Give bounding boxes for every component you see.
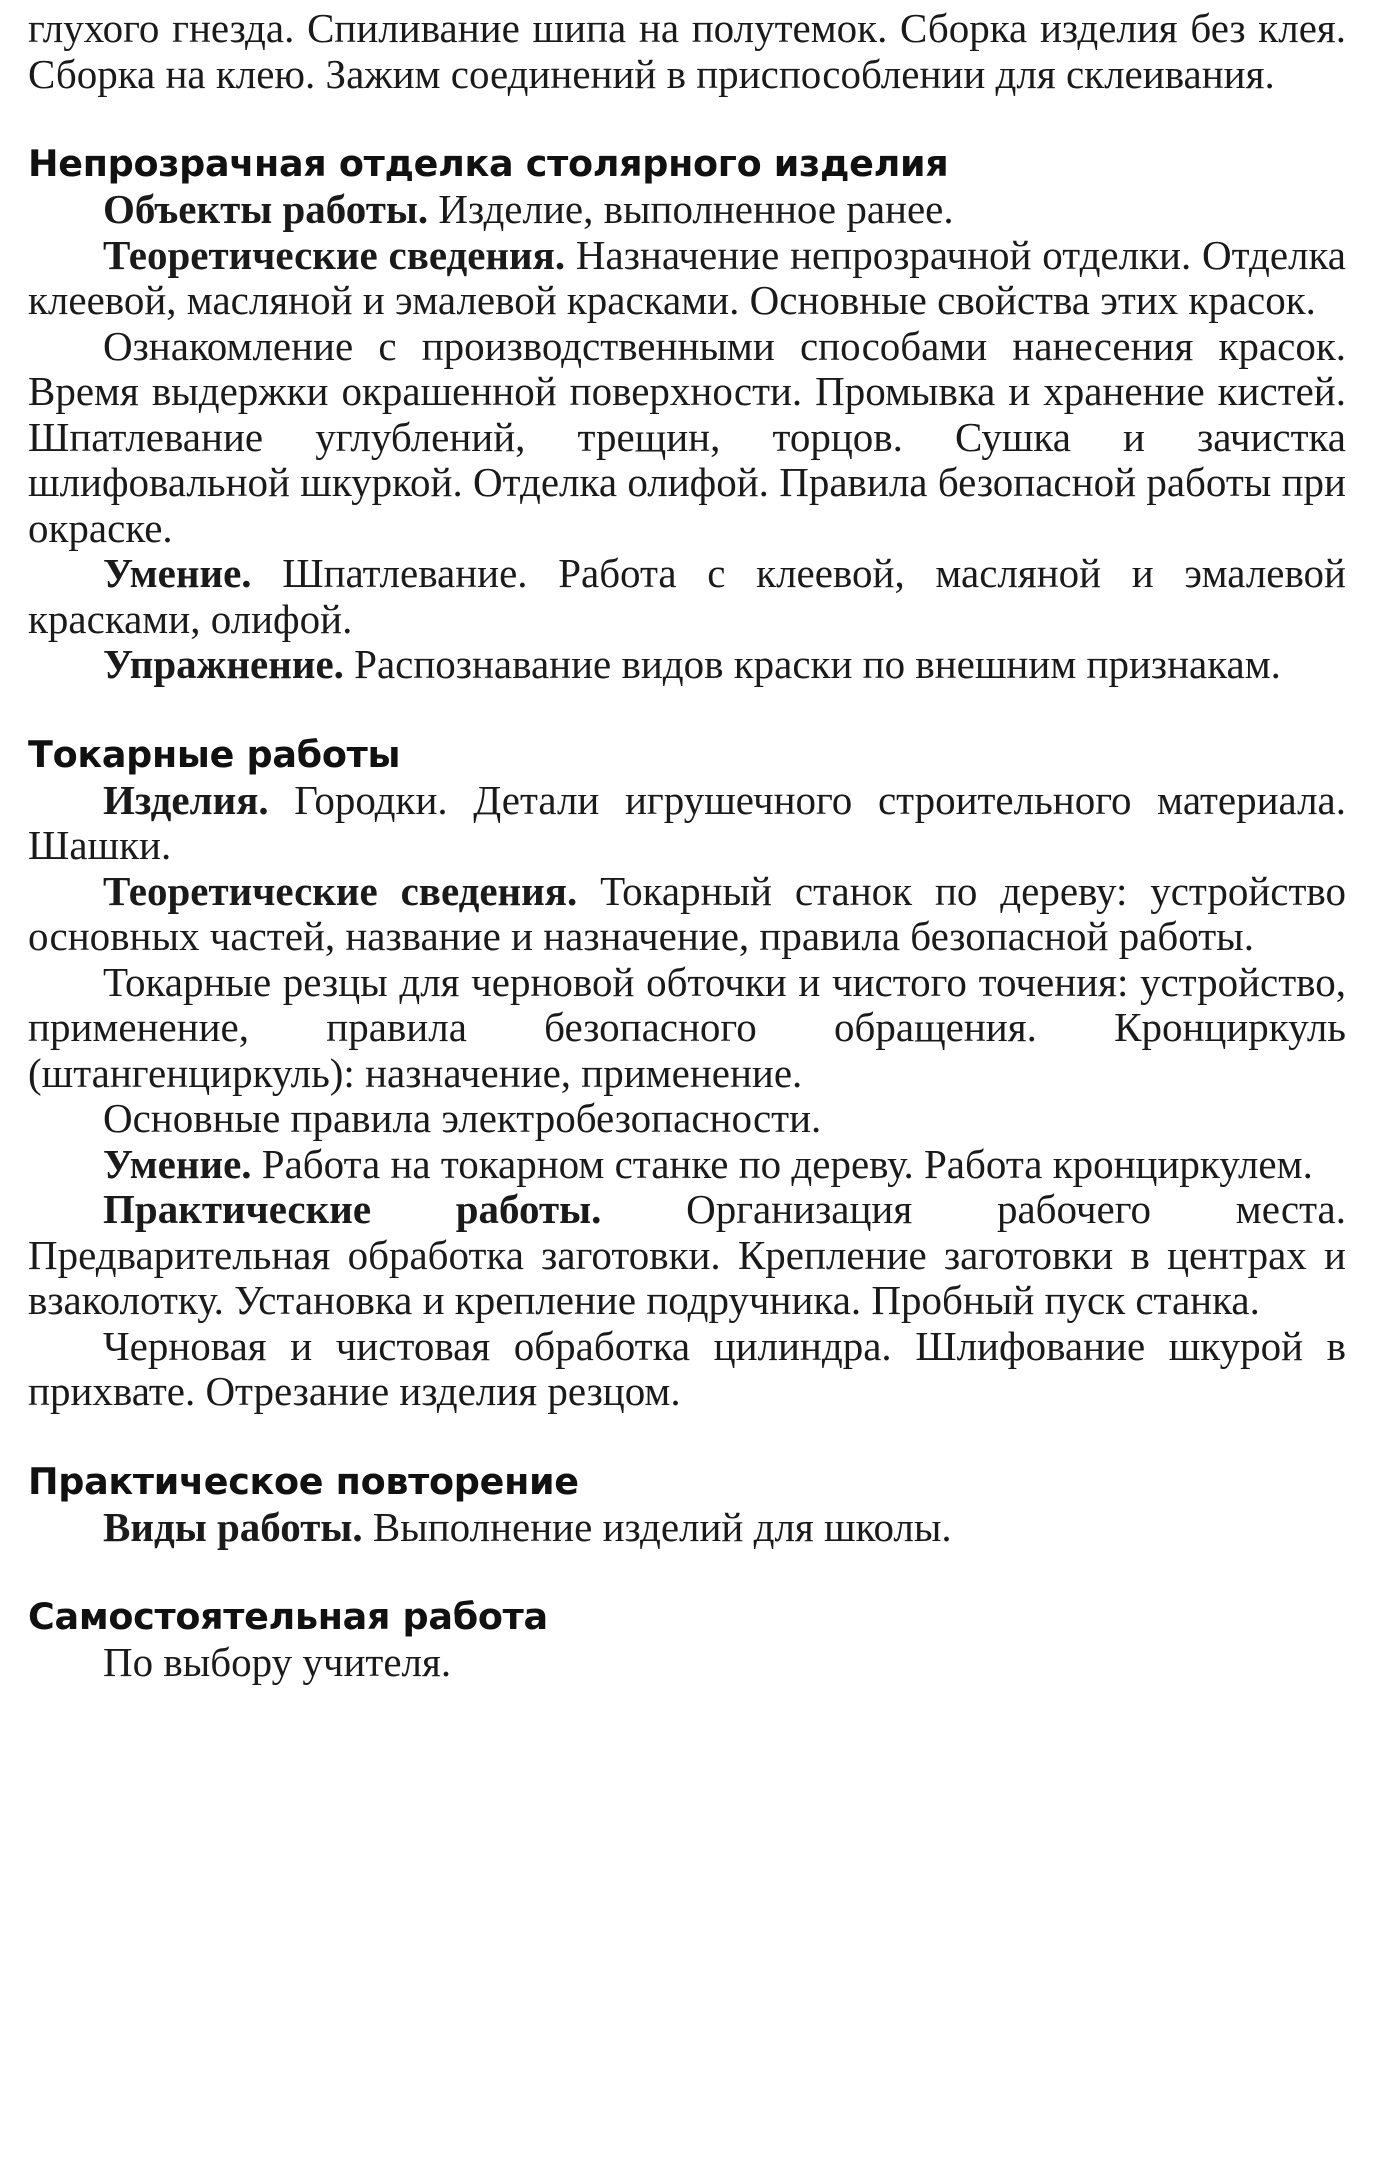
paragraph	[28, 869, 1346, 960]
paragraph	[28, 551, 1346, 642]
paragraph	[28, 778, 1346, 869]
paragraph	[28, 187, 1346, 233]
paragraph-text: Организация рабочего места. Предварительная обработка заготовки. Крепление заготовки в центрах и взаколотку. Установка и крепление подручника. Пробный пуск станка.	[28, 1186, 1346, 1323]
paragraph	[28, 1324, 1346, 1415]
paragraph	[28, 233, 1346, 324]
section-turning-work	[28, 732, 1346, 1415]
paragraph	[28, 1142, 1346, 1188]
paragraph-text: Шпатлевание. Работа с клеевой, масляной и эмалевой красками, олифой.	[28, 550, 1346, 642]
paragraph	[28, 960, 1346, 1097]
paragraph-text: Выполнение изделий для школы.	[362, 1503, 952, 1550]
paragraph-lead: Теоретические сведения.	[103, 867, 578, 914]
section-opaque-finish	[28, 141, 1346, 688]
section-spacer	[28, 1415, 1346, 1459]
section-spacer	[28, 1550, 1346, 1594]
paragraph	[28, 1187, 1346, 1324]
paragraph	[28, 1096, 1346, 1142]
paragraph-text: Распознавание видов краски по внешним признакам.	[343, 641, 1281, 687]
paragraph-text: Ознакомление с производственными способами нанесения красок. Время выдержки окрашенной поверхности. Промывка и хранение кистей. Шпатлевание углублений, трещин, торцов. Сушка и зачистка шлифовальной шкуркой. Отделка олифой. Правила безопасной работы при окраске.	[28, 322, 1346, 551]
paragraph	[28, 324, 1346, 552]
paragraph-text: Токарный станок по дереву: устройство основных частей, название и назначение, правила безопасной работы.	[28, 867, 1346, 959]
section-heading: Практическое повторение	[28, 1459, 579, 1503]
paragraph-lead: Практические работы.	[103, 1186, 602, 1232]
paragraph-lead: Объекты работы.	[103, 186, 429, 232]
paragraph-text: Назначение непрозрачной отделки. Отделка клеевой, масляной и эмалевой красками. Основные свойства этих красок.	[28, 231, 1346, 323]
paragraph-text: Городки. Детали игрушечного строительного материала. Шашки.	[28, 776, 1346, 868]
paragraph-text: Работа на токарном станке по дереву. Работа кронциркулем.	[251, 1140, 1313, 1187]
paragraph-text: Изделие, выполненное ранее.	[428, 186, 954, 232]
paragraph-lead: Умение.	[103, 1140, 252, 1187]
paragraph-lead: Умение.	[103, 550, 252, 596]
paragraph	[28, 642, 1346, 688]
section-independent-work	[28, 1594, 1346, 1686]
section-spacer	[28, 688, 1346, 732]
section-heading: Непрозрачная отделка столярного изделия	[28, 142, 949, 185]
paragraph-text: Токарные резцы для черновой обточки и чистого точения: устройство, применение, правила безопасного обращения. Кронциркуль (штангенциркуль): назначение, применение.	[28, 958, 1346, 1096]
paragraph-lead: Теоретические сведения.	[103, 231, 566, 278]
paragraph	[28, 1640, 1346, 1686]
paragraph-text: Черновая и чистовая обработка цилиндра. Шлифование шкурой в прихвате. Отрезание изделия резцом.	[28, 1322, 1346, 1414]
section-heading: Самостоятельная работа	[28, 1595, 548, 1638]
paragraph-text: Основные правила электробезопасности.	[103, 1095, 822, 1141]
paragraph-text: По выбору учителя.	[103, 1639, 452, 1685]
paragraph-lead: Упражнение.	[103, 641, 344, 687]
paragraph-lead: Виды работы.	[103, 1503, 363, 1550]
section-practical-review	[28, 1459, 1346, 1551]
section-spacer	[28, 97, 1346, 141]
paragraph-lead: Изделия.	[103, 776, 269, 823]
paragraph	[28, 1505, 1346, 1551]
document-page	[28, 6, 1346, 1686]
section-heading: Токарные работы	[28, 732, 401, 776]
intro-paragraph: глухого гнезда. Спиливание шипа на полутемок. Сборка изделия без клея. Сборка на клею. Зажим соединений в приспособлении для склеивания.	[28, 5, 1346, 97]
